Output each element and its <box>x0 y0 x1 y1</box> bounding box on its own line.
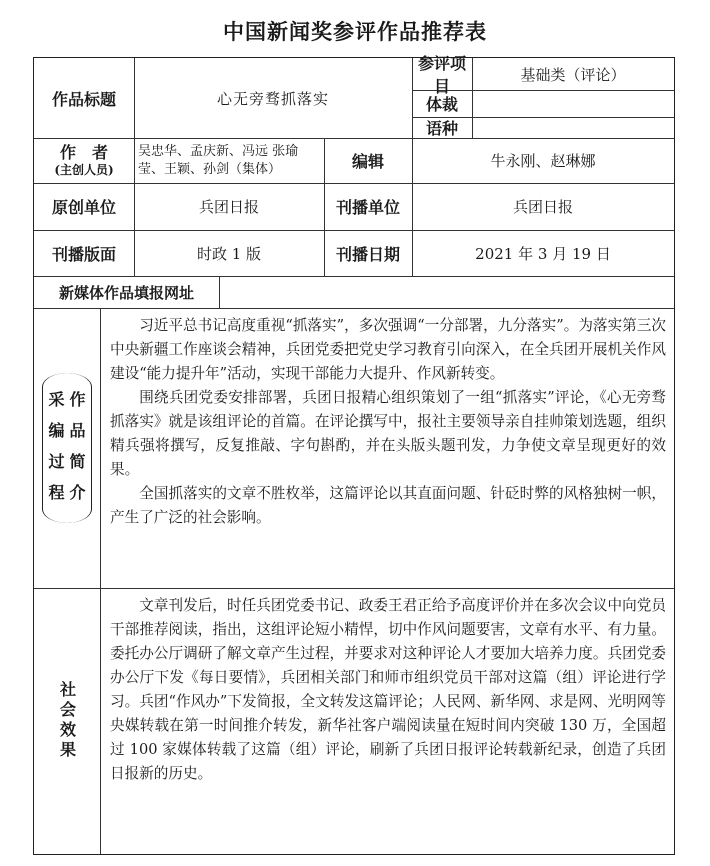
process-paragraph-2: 围绕兵团党委安排部署，兵团日报精心组织策划了一组“抓落实”评论，《心无旁骛抓落实》就是该组评论的首篇。在评论撰写中，报社主要领导亲自挂帅策划选题，组织精兵强将撰写，反复推敲、字句斟酌，并在头版头题刊发，力争使文章呈现更好的效果。 <box>110 389 666 478</box>
publish-unit-value: 兵团日报 <box>512 198 573 216</box>
process-label-char: 简 <box>69 452 86 471</box>
process-label-char: 介 <box>69 483 86 502</box>
process-label-char: 程 <box>48 483 65 502</box>
row-divider <box>34 588 674 589</box>
process-label-char: 作 <box>69 390 86 409</box>
publish-page-value: 时政 1 版 <box>196 244 262 263</box>
new-media-url-label: 新媒体作品填报网址 <box>58 283 194 302</box>
process-text <box>110 314 666 530</box>
form-title: 中国新闻奖参评作品推荐表 <box>223 19 487 44</box>
process-label <box>40 373 94 523</box>
editor-label: 编辑 <box>351 152 384 171</box>
effect-label: 社会效果 <box>57 681 77 761</box>
effect-paragraph-1: 文章刊发后，时任兵团党委书记、政委王君正给予高度评价并在多次会议中向党员干部推荐阅读，指出，这组评论短小精悍，切中作风问题要害，文章有水平、有力量。委托办公厅调研了解文章产生过程，并要求对这种评论人才要加大培养力度。兵团党委办公厅下发《每日要情》，兵团相关部门和师市组织党员干部对这篇（组）评论进行学习。兵团“作风办”下发简报，全文转发这篇评论；人民网、新华网、求是网、光明网等央媒转载在第一时间推介转发，新华社客户端阅读量在短时间内突破 130 万，全国超过 100 家媒体转载了这篇（组）评论，刷新了兵团日报评论转载新纪录，创造了兵团日报新的历史。 <box>110 597 666 782</box>
publish-page-label: 刊播版面 <box>51 244 116 264</box>
process-label-char: 品 <box>69 421 86 440</box>
author-label-main: 作 者 <box>59 143 108 162</box>
language-value <box>472 117 674 138</box>
process-label-char: 编 <box>48 421 65 440</box>
process-label-cell <box>34 308 100 588</box>
genre-label: 体裁 <box>425 95 458 114</box>
category-label: 参评项目 <box>417 54 466 96</box>
process-label-text <box>46 387 88 503</box>
work-title-label: 作品标题 <box>51 89 116 109</box>
new-media-url-value <box>219 276 674 308</box>
publish-date-label: 刊播日期 <box>335 244 400 264</box>
category-value: 基础类（评论） <box>520 65 626 84</box>
process-paragraph-3: 全国抓落实的文章不胜枚举，这篇评论以其直面问题、针砭时弊的风格独树一帜，产生了广泛的社会影响。 <box>110 485 666 526</box>
row-divider <box>34 308 674 309</box>
genre-value <box>472 90 674 117</box>
process-label-char: 采 <box>48 390 65 409</box>
original-unit-value: 兵团日报 <box>198 198 259 216</box>
process-label-char: 过 <box>48 452 65 471</box>
publish-date-value: 2021 年 3 月 19 日 <box>475 244 611 263</box>
col-divider <box>100 308 101 854</box>
effect-label-cell <box>34 588 100 854</box>
author-label <box>34 138 134 183</box>
process-paragraph-1: 习近平总书记高度重视“抓落实”，多次强调“一分部署，九分落实”。为落实第三次中央新疆工作座谈会精神，兵团党委把党史学习教育引向深入，在全兵团开展机关作风建设“能力提升年”活动，实现干部能力大提升、作风新转变。 <box>110 317 666 382</box>
author-label-sub: (主创人员) <box>54 163 114 177</box>
author-value: 吴忠华、孟庆新、冯远 张瑜莹、王颖、孙剑（集体） <box>138 143 299 177</box>
recommendation-form-table <box>33 54 675 855</box>
effect-text <box>110 594 666 786</box>
original-unit-label: 原创单位 <box>51 198 116 217</box>
work-title-value: 心无旁骛抓落实 <box>216 89 329 108</box>
editor-value: 牛永刚、赵琳娜 <box>490 152 596 170</box>
publish-unit-label: 刊播单位 <box>335 198 400 217</box>
language-label: 语种 <box>425 119 458 138</box>
